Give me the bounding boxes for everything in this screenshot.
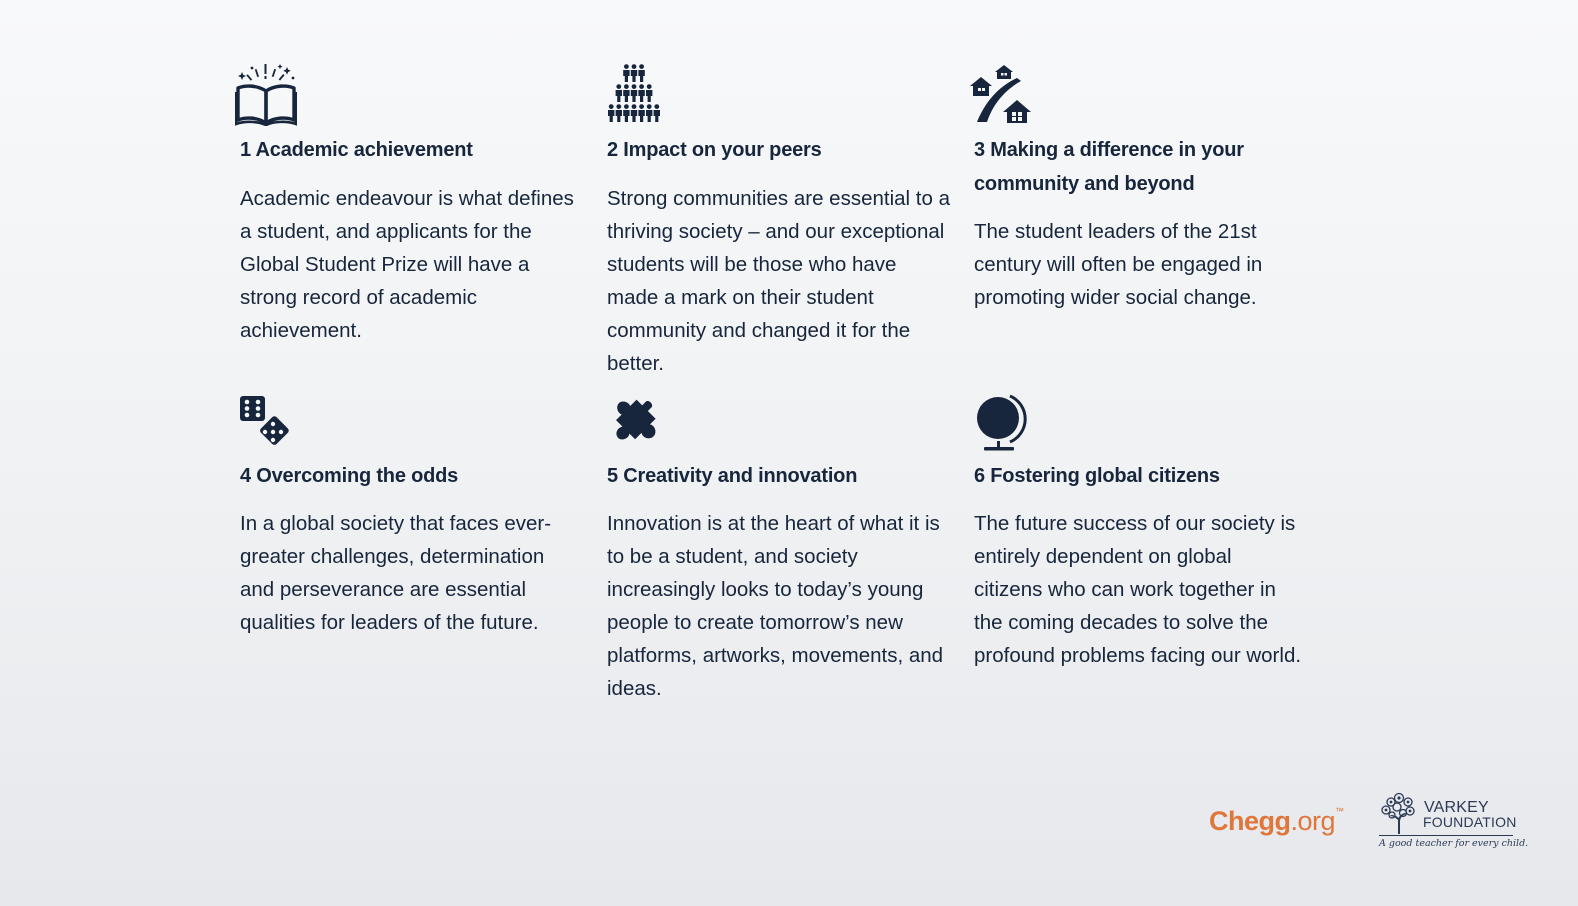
partner-logos — [1205, 790, 1529, 860]
criterion-description: Strong communities are essential to a thriving society – and our exceptional students will be those who have made a mark on their student community and changed it for the better. — [607, 187, 950, 375]
varkey-tagline: A good teacher for every child. — [1379, 838, 1529, 849]
varkey-foundation-logo — [1377, 792, 1527, 858]
criterion-title: 5 Creativity and innovation — [607, 465, 858, 487]
criterion-title: 3 Making a difference in your community and beyond — [974, 139, 1244, 195]
criterion-title: 1 Academic achievement — [240, 139, 473, 161]
chegg-logo-trademark: ™ — [1335, 806, 1344, 816]
criterion-title: 4 Overcoming the odds — [240, 465, 459, 487]
varkey-wordmark — [1423, 800, 1517, 830]
people-group-icon — [606, 64, 662, 126]
criterion-description: Innovation is at the heart of what it is to be a student, and society increasingly looks to today’s young people to create tomorrow’s new platforms, artworks, movements, and ideas. — [607, 512, 944, 700]
criterion-card-creativity — [607, 395, 952, 715]
open-book-icon — [235, 62, 297, 126]
criterion-card-peers — [607, 60, 952, 380]
chegg-logo-suffix: .org — [1290, 806, 1336, 836]
chegg-org-logo — [1209, 806, 1344, 837]
criterion-card-community — [974, 60, 1319, 360]
chegg-logo-word: Chegg — [1209, 806, 1291, 836]
criterion-description: The future success of our society is entirely dependent on global citizens who can work together in the coming decades to solve the profound problems facing our world. — [974, 512, 1302, 667]
criterion-description: The student leaders of the 21st century will often be engaged in promoting wider social change. — [974, 220, 1263, 309]
criterion-title: 2 Impact on your peers — [607, 139, 822, 161]
criterion-description: Academic endeavour is what defines a student, and applicants for the Global Student Prize will have a strong record of academic achievement. — [240, 187, 574, 342]
criterion-card-citizens — [974, 395, 1319, 715]
criterion-description: In a global society that faces ever-greater challenges, determination and perseverance are essential qualities for leaders of the future. — [240, 512, 552, 634]
puzzle-piece-icon — [605, 395, 661, 451]
tree-icon — [1377, 792, 1421, 841]
dice-icon — [240, 395, 292, 449]
globe-icon — [974, 393, 1028, 453]
varkey-divider — [1379, 835, 1513, 836]
criterion-title: 6 Fostering global citizens — [974, 465, 1220, 487]
criterion-card-odds — [240, 395, 585, 655]
varkey-wordmark-line2: FOUNDATION — [1423, 814, 1517, 830]
varkey-wordmark-line1: VARKEY — [1424, 799, 1489, 816]
criterion-card-academic — [240, 60, 585, 360]
houses-road-icon — [969, 64, 1033, 124]
